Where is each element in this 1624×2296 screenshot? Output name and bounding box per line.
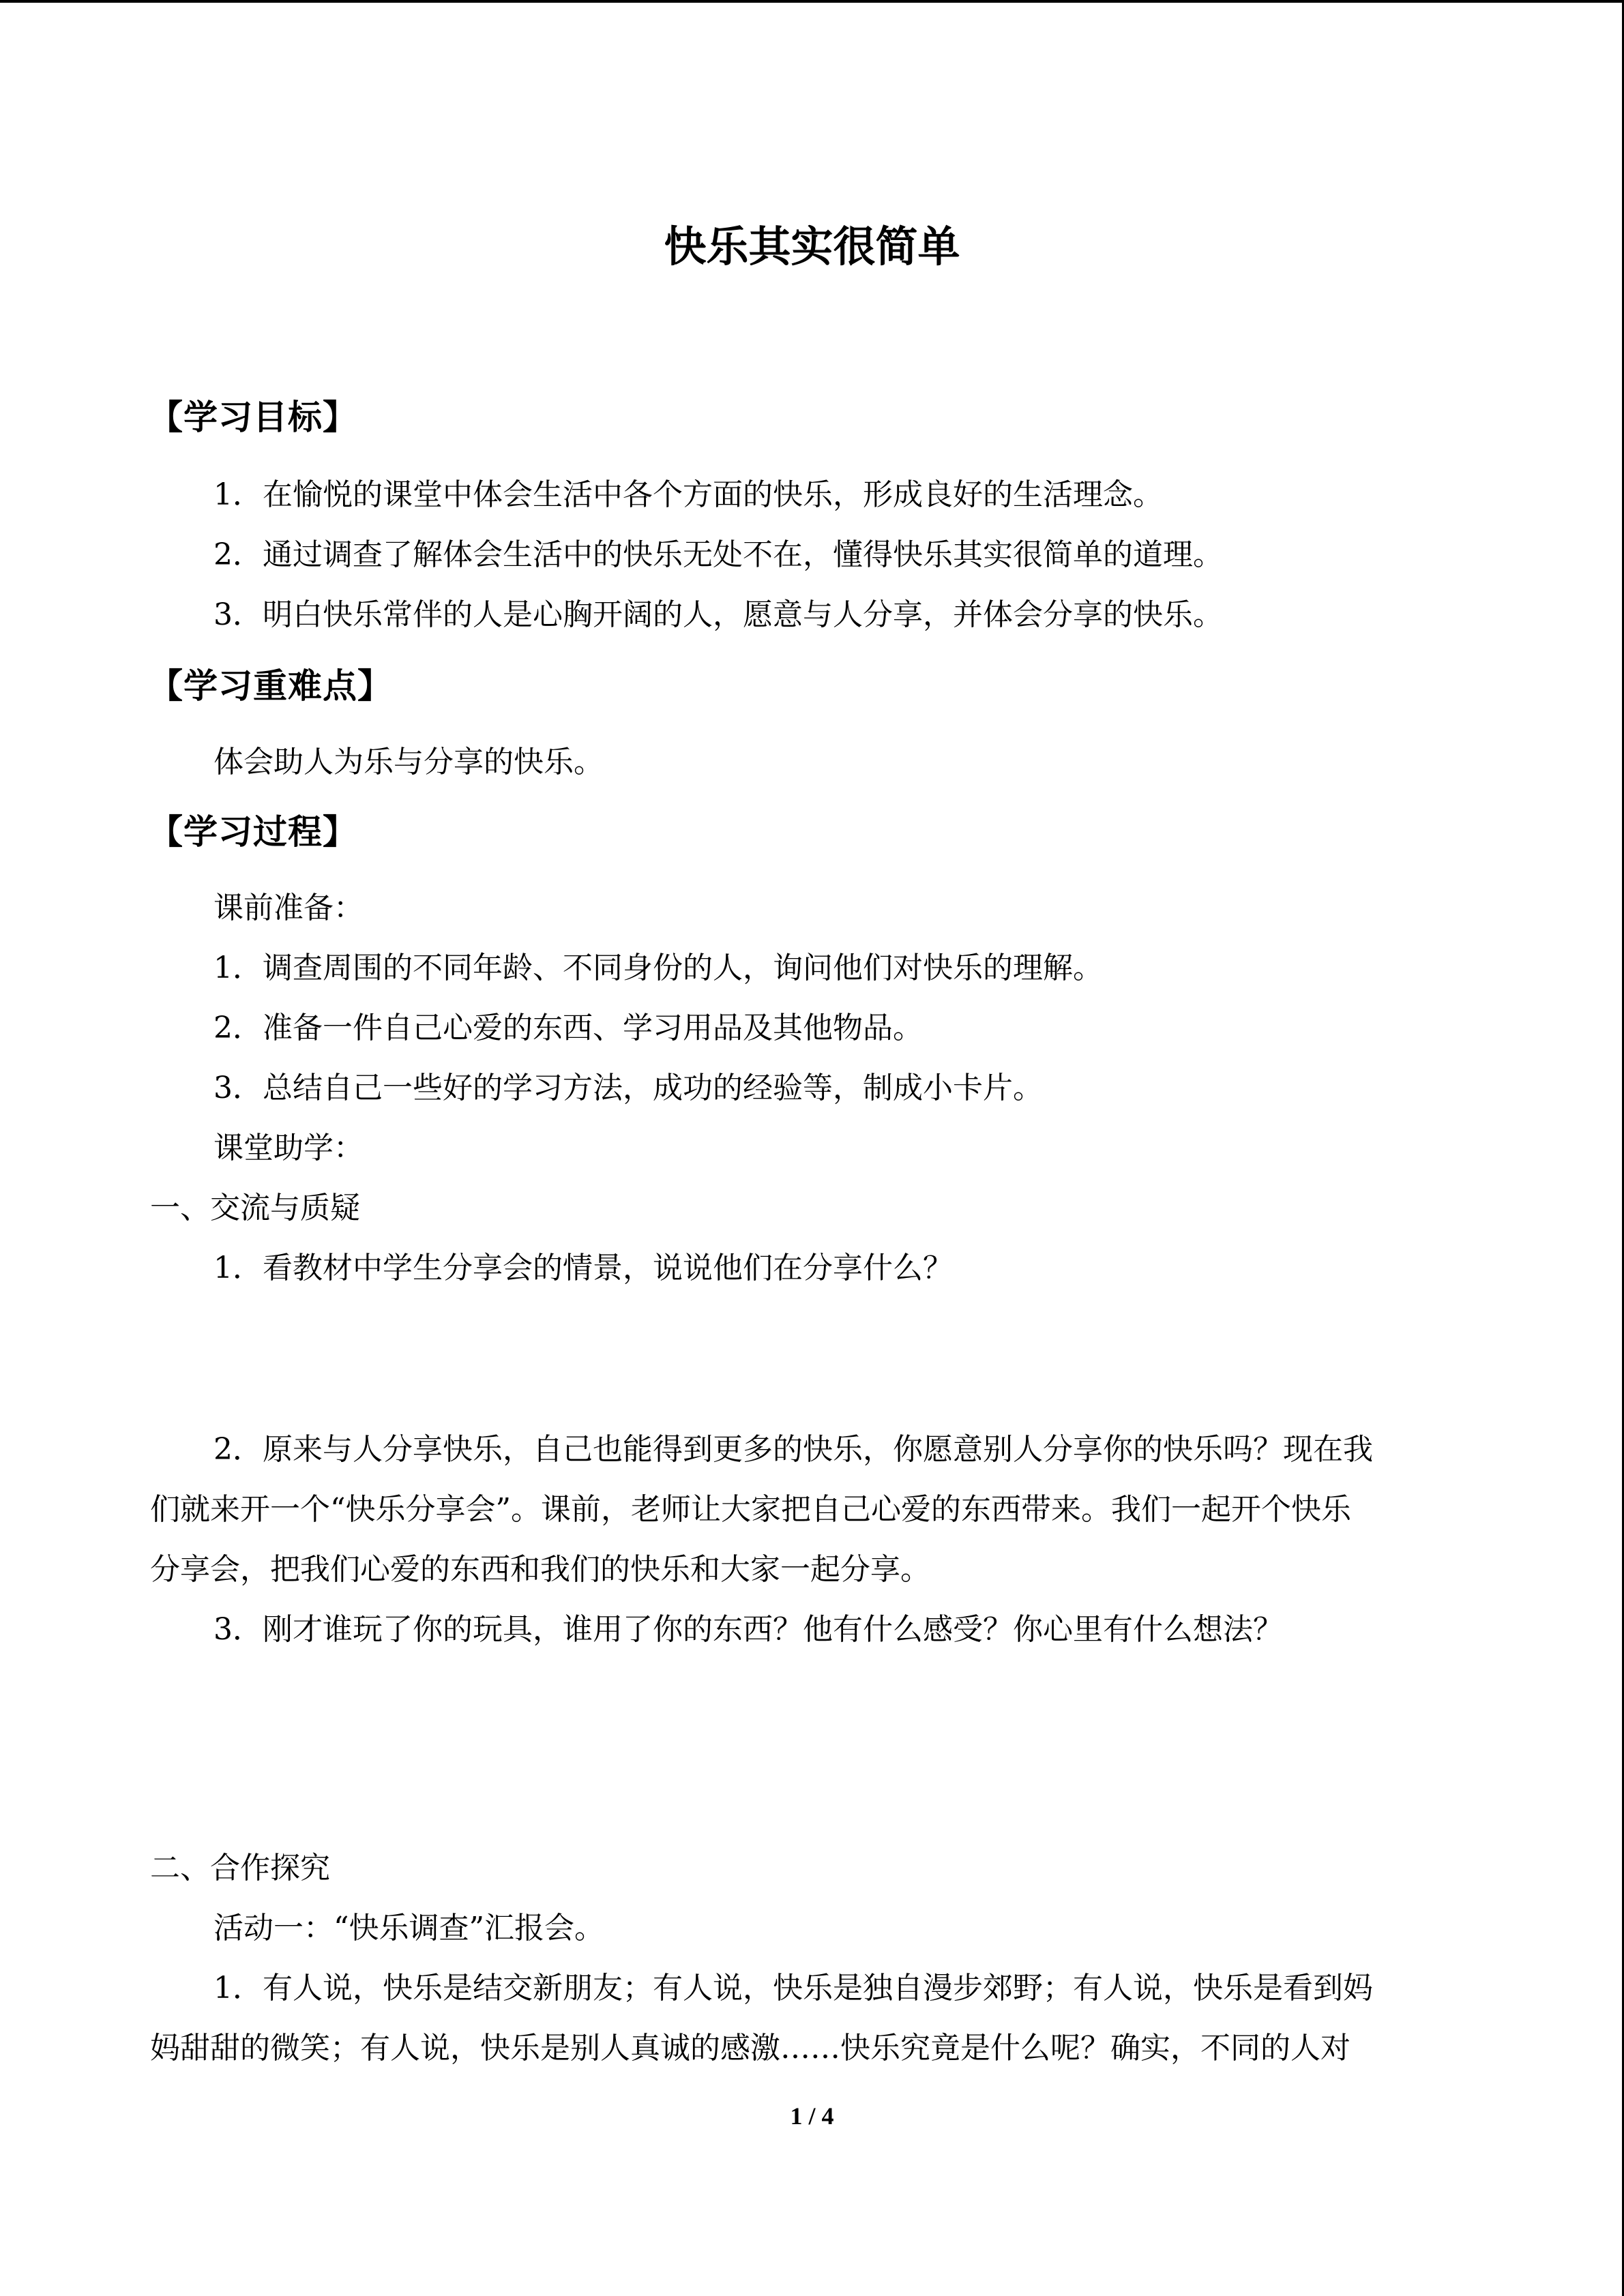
prep-item-3: 3．总结自己一些好的学习方法，成功的经验等，制成小卡片。 [213, 1071, 1043, 1105]
activity-1-title: 活动一：“快乐调查”汇报会。 [213, 1911, 604, 1945]
part1-question-2-line2: 们就来开一个“快乐分享会”。课前，老师让大家把自己心爱的东西带来。我们一起开个快乐 [150, 1492, 1351, 1527]
page-top-border [0, 0, 1624, 3]
goal-item-3: 3．明白快乐常伴的人是心胸开阔的人，愿意与人分享，并体会分享的快乐。 [213, 597, 1223, 632]
part1-question-1: 1．看教材中学生分享会的情景，说说他们在分享什么？ [213, 1251, 953, 1285]
class-help-label: 课堂助学： [213, 1131, 364, 1165]
prep-item-2: 2．准备一件自己心爱的东西、学习用品及其他物品。 [213, 1011, 923, 1045]
prep-item-1: 1．调查周围的不同年龄、不同身份的人，询问他们对快乐的理解。 [213, 951, 1103, 985]
prep-label: 课前准备： [213, 891, 364, 925]
activity-1-line2: 妈甜甜的微笑；有人说，快乐是别人真诚的感激……快乐究竟是什么呢？确实，不同的人对 [150, 2031, 1350, 2066]
page-number: 1 / 4 [790, 2102, 834, 2130]
goal-item-1: 1．在愉悦的课堂中体会生活中各个方面的快乐，形成良好的生活理念。 [213, 477, 1163, 512]
part1-heading: 一、交流与质疑 [150, 1191, 360, 1225]
part1-question-2-line3: 分享会，把我们心爱的东西和我们的快乐和大家一起分享。 [150, 1552, 930, 1587]
heading-learning-goals: 【学习目标】 [149, 398, 357, 437]
activity-1-line1: 1．有人说，快乐是结交新朋友；有人说，快乐是独自漫步郊野；有人说，快乐是看到妈 [213, 1971, 1373, 2006]
heading-key-points: 【学习重难点】 [149, 666, 392, 706]
page-title: 快乐其实很简单 [664, 222, 960, 271]
part1-question-2-line1: 2．原来与人分享快乐，自己也能得到更多的快乐，你愿意别人分享你的快乐吗？现在我 [213, 1432, 1373, 1467]
part2-heading: 二、合作探究 [150, 1851, 330, 1885]
goal-item-2: 2．通过调查了解体会生活中的快乐无处不在，懂得快乐其实很简单的道理。 [213, 537, 1223, 572]
heading-learning-process: 【学习过程】 [149, 812, 357, 852]
key-points-text: 体会助人为乐与分享的快乐。 [213, 745, 604, 779]
part1-question-3: 3．刚才谁玩了你的玩具，谁用了你的东西？他有什么感受？你心里有什么想法？ [213, 1612, 1283, 1647]
